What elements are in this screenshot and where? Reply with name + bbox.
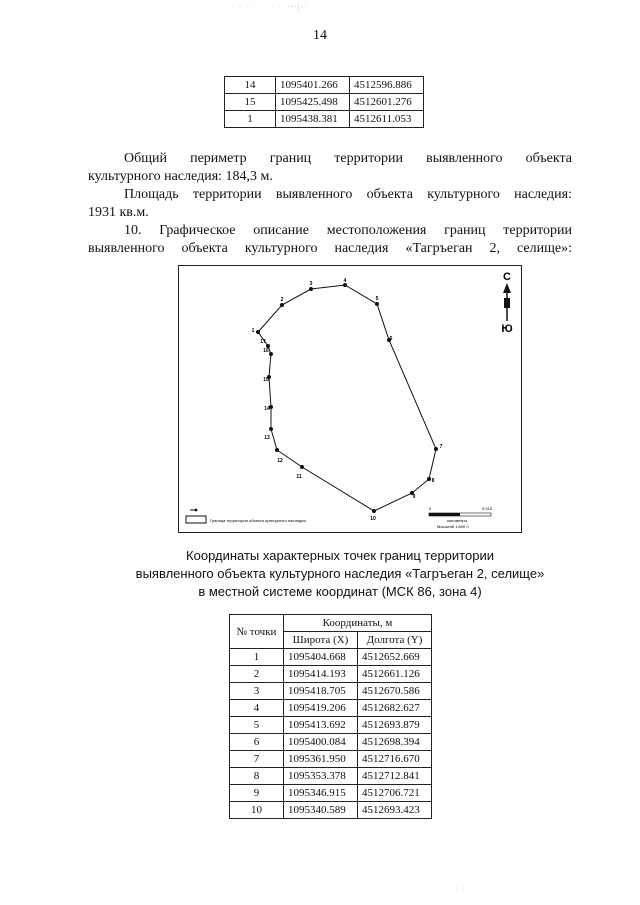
longitude-cell: 4512712.841 xyxy=(358,768,432,785)
table-row xyxy=(230,785,432,802)
scale-zero: 0 xyxy=(429,506,432,511)
boundary-point-label: 17 xyxy=(260,339,266,345)
point-number-cell: 1 xyxy=(230,649,284,666)
longitude-cell: 4512652.669 xyxy=(358,649,432,666)
boundary-point-label: 11 xyxy=(296,474,302,480)
boundary-point-marker xyxy=(372,509,376,513)
latitude-cell: 1095353.378 xyxy=(284,768,358,785)
latitude-cell: 1095340.589 xyxy=(284,802,358,819)
point-number-cell: 2 xyxy=(230,666,284,683)
boundary-point-label: 9 xyxy=(412,494,416,500)
boundary-point-marker xyxy=(269,352,273,356)
scale-text: Масштаб 1:600 0 xyxy=(437,524,469,529)
table-row xyxy=(230,802,432,819)
boundary-point-label: 4 xyxy=(343,278,347,284)
latitude-cell: 1095414.193 xyxy=(284,666,358,683)
latitude-cell: 1095361.950 xyxy=(284,751,358,768)
boundary-point-label: 7 xyxy=(439,444,443,450)
legend-text: Граница территории объекта культурного наследия xyxy=(210,518,306,523)
boundary-point-label: 15 xyxy=(263,377,269,383)
boundary-point-marker xyxy=(434,447,438,451)
point-number-cell: 3 xyxy=(230,683,284,700)
boundary-point-marker xyxy=(309,287,313,291)
scan-artifact-bottom: · · · · · · xyxy=(455,884,492,893)
latitude-cell: 1095425.498 xyxy=(276,94,350,111)
latitude-cell: 1095400.084 xyxy=(284,734,358,751)
scale-bar xyxy=(429,506,493,529)
boundary-point-label: 13 xyxy=(264,435,270,441)
table-row xyxy=(230,700,432,717)
point-number-cell: 6 xyxy=(230,734,284,751)
longitude-cell: 4512693.879 xyxy=(358,717,432,734)
table-row xyxy=(225,111,424,128)
longitude-cell: 4512693.423 xyxy=(358,802,432,819)
boundary-points xyxy=(252,278,443,522)
perimeter-line-1: Общий периметр границ территории выявленного объекта xyxy=(124,151,572,166)
table-row xyxy=(230,666,432,683)
caption-line-2: выявленного объекта культурного наследия «Тагръеган 2, селище» xyxy=(135,566,545,581)
point-number-cell: 10 xyxy=(230,802,284,819)
table-row xyxy=(230,683,432,700)
description-line-2: выявленного объекта культурного наследия «Тагръеган 2, селище»: xyxy=(88,241,572,256)
longitude-cell: 4512706.721 xyxy=(358,785,432,802)
page-number: 14 xyxy=(313,28,327,43)
boundary-point-label: 8 xyxy=(431,478,435,484)
latitude-cell: 1095401.266 xyxy=(276,77,350,94)
latitude-cell: 1095404.668 xyxy=(284,649,358,666)
area-line-1: Площадь территории выявленного объекта культурного наследия: xyxy=(124,187,572,202)
table-row xyxy=(230,717,432,734)
boundary-map xyxy=(178,265,522,533)
boundary-point-label: 10 xyxy=(370,516,376,522)
boundary-point-marker xyxy=(269,427,273,431)
latitude-cell: 1095346.915 xyxy=(284,785,358,802)
boundary-point-marker xyxy=(280,303,284,307)
boundary-point-label: 14 xyxy=(264,406,270,412)
caption-line-1: Координаты характерных точек границ территории xyxy=(186,548,494,563)
longitude-cell: 4512601.276 xyxy=(350,94,424,111)
boundary-point-marker xyxy=(266,344,270,348)
table-row xyxy=(230,649,432,666)
boundary-map-drawing xyxy=(179,266,521,532)
latitude-cell: 1095418.705 xyxy=(284,683,358,700)
boundary-point-label: 1 xyxy=(251,328,255,334)
perimeter-line-2: культурного наследия: 184,3 м. xyxy=(88,169,273,184)
caption-line-3: в местной системе координат (МСК 86, зона 4) xyxy=(198,584,482,599)
boundary-polygon xyxy=(258,285,436,511)
table-row xyxy=(230,751,432,768)
scan-artifact: · · · · · · ·-·|-· xyxy=(232,2,308,11)
boundary-point-label: 5 xyxy=(375,296,379,302)
longitude-cell: 4512682.627 xyxy=(358,700,432,717)
north-arrow xyxy=(501,271,512,335)
point-number-cell: 1 xyxy=(225,111,276,128)
boundary-point-label: 16 xyxy=(263,348,269,354)
point-number-cell: 8 xyxy=(230,768,284,785)
boundary-point-marker xyxy=(375,302,379,306)
table-row xyxy=(225,77,424,94)
longitude-cell: 4512716.670 xyxy=(358,751,432,768)
longitude-cell: 4512611.053 xyxy=(350,111,424,128)
table-caption xyxy=(0,547,640,601)
longitude-cell: 4512661.126 xyxy=(358,666,432,683)
boundary-point-marker xyxy=(300,465,304,469)
latitude-cell: 1095419.206 xyxy=(284,700,358,717)
header-point-number: № точки xyxy=(230,615,284,649)
point-number-cell: 15 xyxy=(225,94,276,111)
point-number-cell: 14 xyxy=(225,77,276,94)
header-latitude: Широта (X) xyxy=(284,632,358,649)
scale-end: 0,015 xyxy=(482,506,493,511)
description-line-1: 10. Графическое описание местоположения границ территории xyxy=(124,223,572,238)
latitude-cell: 1095438.381 xyxy=(276,111,350,128)
longitude-cell: 4512670.586 xyxy=(358,683,432,700)
north-label: С xyxy=(503,271,511,283)
boundary-point-label: 12 xyxy=(277,458,283,464)
table-row xyxy=(230,768,432,785)
latitude-cell: 1095413.692 xyxy=(284,717,358,734)
header-longitude: Долгота (Y) xyxy=(358,632,432,649)
coordinates-table-continued xyxy=(224,76,424,128)
table-row xyxy=(230,734,432,751)
area-line-2: 1931 кв.м. xyxy=(88,205,149,220)
coordinates-table xyxy=(229,614,432,819)
longitude-cell: 4512698.394 xyxy=(358,734,432,751)
point-number-cell: 9 xyxy=(230,785,284,802)
point-number-cell: 4 xyxy=(230,700,284,717)
map-legend xyxy=(186,509,306,523)
scale-unit: километры xyxy=(447,518,468,523)
boundary-point-label: 3 xyxy=(309,281,313,287)
boundary-point-marker xyxy=(275,448,279,452)
table-row xyxy=(225,94,424,111)
header-coordinates: Координаты, м xyxy=(284,615,432,632)
longitude-cell: 4512596.886 xyxy=(350,77,424,94)
boundary-point-label: 6 xyxy=(389,336,393,342)
boundary-point-label: 2 xyxy=(280,297,284,303)
point-number-cell: 7 xyxy=(230,751,284,768)
boundary-point-marker xyxy=(256,330,260,334)
legend-swatch xyxy=(186,516,206,523)
point-number-cell: 5 xyxy=(230,717,284,734)
south-label: Ю xyxy=(501,323,513,335)
boundary-point-marker xyxy=(427,477,431,481)
